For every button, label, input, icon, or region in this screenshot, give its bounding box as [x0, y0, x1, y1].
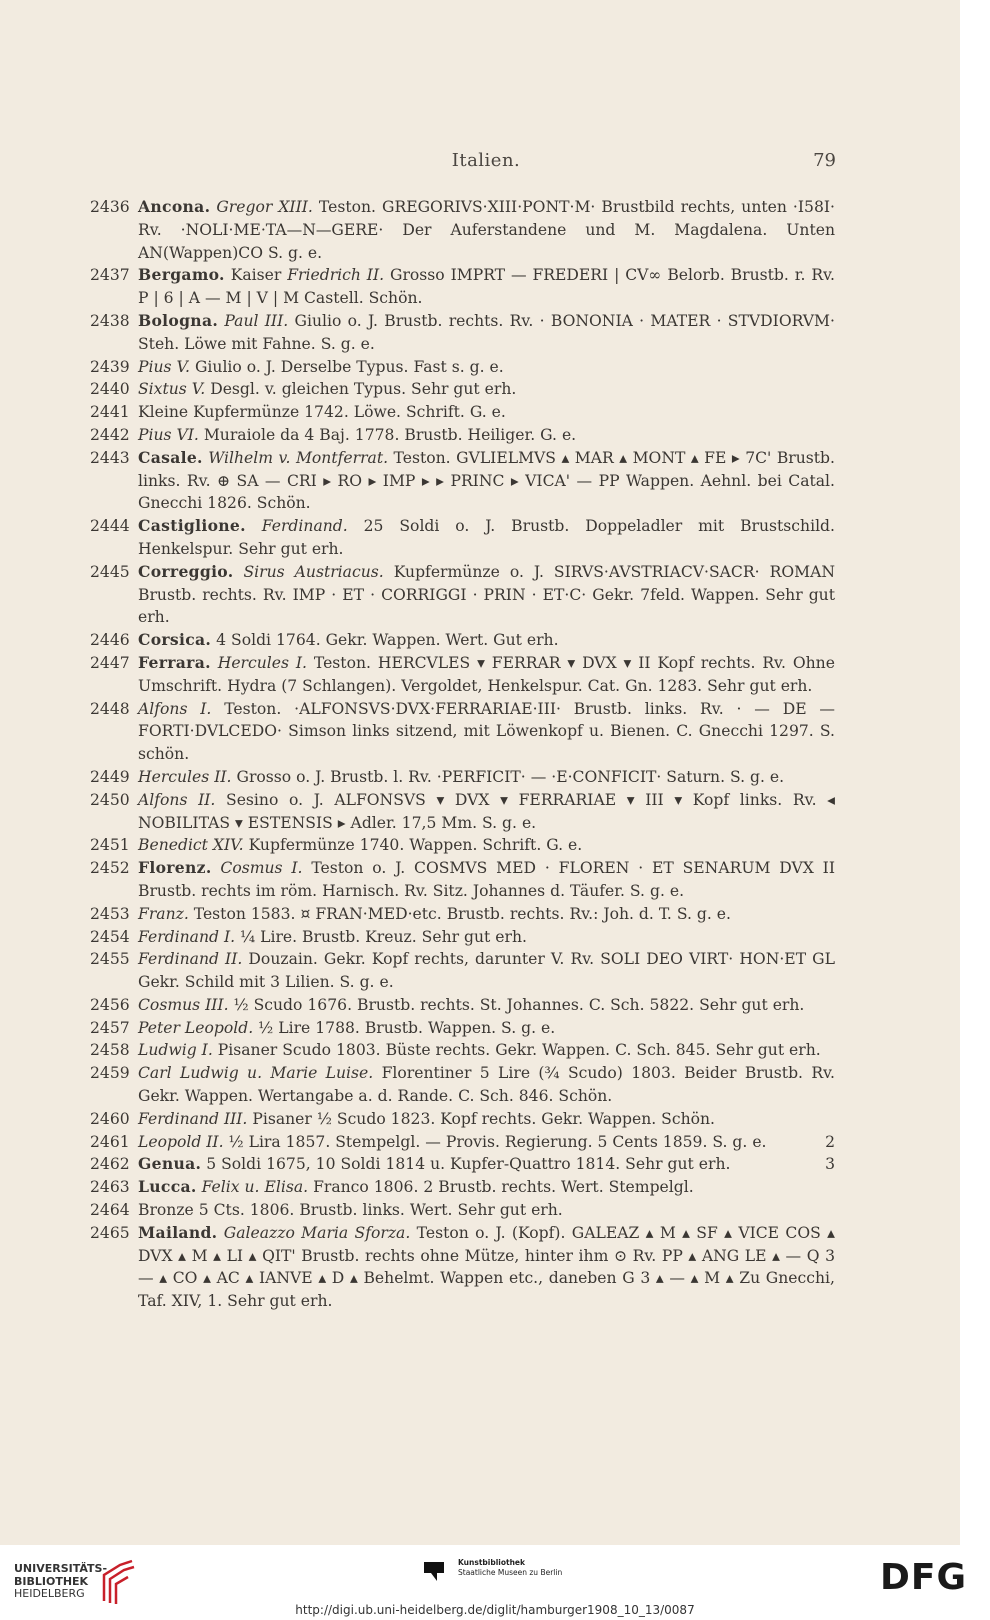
university-line: HEIDELBERG [14, 1587, 85, 1600]
university-library-label [14, 1563, 107, 1601]
footer [0, 1545, 990, 1620]
entry-ruler: Pius VI. [138, 425, 199, 444]
entry-ruler: Ferdinand I. [138, 927, 236, 946]
catalog-entry [90, 629, 835, 652]
catalog-entry [90, 515, 835, 561]
catalog-entry [90, 447, 835, 515]
entry-number: 2446 [90, 631, 130, 650]
entry-number: 2449 [90, 767, 130, 786]
entry-text: Teston. GVLIELMVS ▴ MAR ▴ MONT ▴ FE ▸ 7C' Brustb. links. Rv. ⊕ SA — CRI ▸ RO ▸ IMP ▸ ▸ PRINC ▸ VICA' — PP Wappen. Aehnl. bei Catal. Gnecchi 1826. Schön. [138, 448, 835, 513]
entry-number: 2437 [90, 266, 130, 285]
entry-quantity: 3 [825, 1155, 835, 1174]
entry-text: ½ Lira 1857. Stempelgl. — Provis. Regierung. 5 Cents 1859. S. g. e. [228, 1132, 767, 1151]
catalog-entry [90, 196, 835, 264]
entry-text: Teston. GREGORIVS·XIII·PONT·M· Brustbild rechts, unten ·I58I· Rv. ·NOLI·ME·TA—N—GERE· Der Auferstandene und M. Magdalena. Unten AN(Wappen)CO S. g. e. [138, 198, 835, 262]
catalog-entry [90, 1199, 835, 1222]
entry-number: 2438 [90, 311, 130, 330]
museum-label [458, 1558, 562, 1578]
entry-city: Genua. [138, 1154, 202, 1174]
entry-number: 2459 [90, 1064, 130, 1083]
entry-number: 2456 [90, 995, 130, 1014]
entry-text: Kupfermünze o. J. SIRVS·AVSTRIACV·SACR· ROMAN Brustb. rechts. Rv. IMP · ET · CORRIGGI · PRIN · ET·C· Gekr. 7feld. Wappen. Sehr gut erh. [138, 562, 835, 627]
entry-ruler: Leopold II. [138, 1132, 224, 1151]
entry-number: 2461 [90, 1132, 130, 1151]
entry-ruler: Alfons II. [138, 790, 216, 809]
entry-text: Pisaner ½ Scudo 1823. Kopf rechts. Gekr. Wappen. Schön. [252, 1109, 716, 1128]
catalog-entry [90, 834, 835, 857]
entry-city: Florenz. [138, 858, 212, 878]
entry-ruler: Alfons I. [138, 699, 212, 718]
entry-number: 2439 [90, 357, 130, 376]
entry-number: 2454 [90, 927, 130, 946]
entry-ruler: Cosmus III. [138, 995, 229, 1014]
entry-number: 2465 [90, 1223, 130, 1242]
catalog-entry [90, 378, 835, 401]
entry-text: Giulio o. J. Brustb. rechts. Rv. · BONONIA · MATER · STVDIORVM· Steh. Löwe mit Fahne. S. g. e. [138, 311, 835, 353]
entry-city: Casale. [138, 447, 203, 467]
entry-ruler: Ferdinand. [261, 517, 348, 536]
catalog-entries [90, 196, 835, 1313]
entry-number: 2457 [90, 1018, 130, 1037]
entry-ruler: Franz. [138, 904, 189, 923]
catalog-entry [90, 766, 835, 789]
entry-text: Sesino o. J. ALFONSVS ▾ DVX ▾ FERRARIAE ▾ III ▾ Kopf links. Rv. ◂ NOBILITAS ▾ ESTENSIS ▸ Adler. 17,5 Mm. S. g. e. [138, 790, 835, 832]
museum-subtitle: Staatliche Museen zu Berlin [458, 1568, 563, 1577]
university-line: BIBLIOTHEK [14, 1574, 89, 1588]
museum-logo-icon [422, 1559, 446, 1583]
catalog-entry [90, 424, 835, 447]
dfg-logo: DFG [880, 1557, 968, 1598]
catalog-entry [90, 903, 835, 926]
entry-number: 2462 [90, 1155, 130, 1174]
entry-ruler: Carl Ludwig u. Marie Luise. [138, 1064, 374, 1083]
catalog-entry [90, 1039, 835, 1062]
entry-number: 2443 [90, 448, 130, 467]
catalog-entry [90, 1062, 835, 1108]
entry-number: 2450 [90, 790, 130, 809]
catalog-entry [90, 994, 835, 1017]
entry-text: 25 Soldi o. J. Brustb. Doppeladler mit Brustschild. Henkelspur. Sehr gut erh. [138, 517, 835, 558]
entry-ruler: Friedrich II. [287, 266, 385, 285]
entry-ruler: Wilhelm v. Montferrat. [208, 448, 389, 467]
source-url: http://digi.ub.uni-heidelberg.de/diglit/hamburger1908_10_13/0087 [295, 1603, 695, 1617]
catalog-entry [90, 1131, 835, 1154]
entry-text: ¼ Lire. Brustb. Kreuz. Sehr gut erh. [240, 927, 527, 946]
catalog-entry [90, 401, 835, 424]
entry-number: 2453 [90, 904, 130, 923]
catalog-entry [90, 264, 835, 310]
entry-number: 2463 [90, 1178, 130, 1197]
entry-ruler: Sixtus V. [138, 380, 206, 399]
entry-ruler: Pius V. [138, 357, 190, 376]
entry-text: Teston o. J. (Kopf). GALEAZ ▴ M ▴ SF ▴ VICE COS ▴ DVX ▴ M ▴ LI ▴ QIT' Brustb. rechts ohne Mütze, hinter ihm ⊙ Rv. PP ▴ ANG LE ▴ — Q 3 — ▴ CO ▴ AC ▴ IANVE ▴ D ▴ Behelmt. Wappen etc., daneben G 3 ▴ — ▴ M ▴ Zu Gnecchi, Taf. XIV, 1. Sehr gut erh. [138, 1223, 835, 1311]
entry-text: Kupfermünze 1740. Wappen. Schrift. G. e. [248, 836, 583, 855]
entry-number: 2444 [90, 517, 130, 536]
entry-city: Bergamo. [138, 265, 225, 285]
entry-text: Teston. HERCVLES ▾ FERRAR ▾ DVX ▾ II Kopf rechts. Rv. Ohne Umschrift. Hydra (7 Schlangen). Vergoldet, Henkelspur. Cat. Gn. 1283. Sehr gut erh. [138, 653, 835, 695]
catalog-entry [90, 789, 835, 835]
entry-number: 2448 [90, 699, 130, 718]
entry-city: Ferrara. [138, 652, 211, 672]
catalog-entry [90, 310, 835, 356]
entry-number: 2464 [90, 1201, 130, 1220]
catalog-entry [90, 1153, 835, 1176]
entry-ruler: Hercules II. [138, 767, 232, 786]
catalog-entry [90, 948, 835, 994]
running-head [136, 144, 836, 176]
entry-city: Corsica. [138, 630, 212, 650]
entry-ruler: Hercules I. [217, 653, 307, 672]
entry-text: ½ Lire 1788. Brustb. Wappen. S. g. e. [258, 1018, 556, 1037]
entry-ruler: Ferdinand II. [138, 950, 243, 969]
entry-number: 2442 [90, 425, 130, 444]
entry-number: 2436 [90, 198, 130, 216]
entry-city: Lucca. [138, 1177, 197, 1197]
entry-text: Desgl. v. gleichen Typus. Sehr gut erh. [210, 380, 517, 399]
catalog-entry [90, 926, 835, 949]
entry-text: 4 Soldi 1764. Gekr. Wappen. Wert. Gut erh. [216, 631, 559, 650]
page-margin [960, 0, 990, 1545]
catalog-entry [90, 1222, 835, 1313]
entry-text: Douzain. Gekr. Kopf rechts, darunter V. Rv. SOLI DEO VIRT· HON·ET GL Gekr. Schild mit 3 Lilien. S. g. e. [138, 950, 835, 992]
catalog-entry [90, 1108, 835, 1131]
catalog-entry [90, 561, 835, 629]
entry-number: 2441 [90, 403, 130, 422]
page-number: 79 [813, 150, 836, 171]
entry-number: 2445 [90, 562, 130, 581]
entry-text: Pisaner Scudo 1803. Büste rechts. Gekr. Wappen. C. Sch. 845. Sehr gut erh. [217, 1041, 821, 1060]
university-line: UNIVERSITÄTS- [14, 1562, 108, 1575]
entry-ruler: Ferdinand III. [138, 1109, 248, 1128]
entry-ruler: Sirus Austriacus. [243, 562, 384, 581]
entry-text: ½ Scudo 1676. Brustb. rechts. St. Johannes. C. Sch. 5822. Sehr gut erh. [233, 995, 805, 1014]
entry-text: Teston 1583. ¤ FRAN·MED·etc. Brustb. rechts. Rv.: Joh. d. T. S. g. e. [193, 904, 731, 923]
entry-text: Giulio o. J. Derselbe Typus. Fast s. g. e. [194, 357, 504, 376]
entry-text: Teston o. J. COSMVS MED · FLOREN · ET SENARUM DVX II Brustb. rechts im röm. Harnisch. Rv. Sitz. Johannes d. Täufer. S. g. e. [138, 859, 836, 900]
entry-number: 2458 [90, 1041, 130, 1060]
entry-city: Mailand. [138, 1222, 218, 1242]
entry-number: 2455 [90, 950, 130, 969]
entry-text: Kleine Kupfermünze 1742. Löwe. Schrift. G. e. [138, 403, 506, 422]
catalog-entry [90, 857, 835, 903]
entry-number: 2460 [90, 1109, 130, 1128]
entry-text: Grosso IMPRT — FREDERI | CV∞ Belorb. Brustb. r. Rv. P | 6 | A — M | V | M Castell. Schön. [138, 266, 835, 308]
entry-ruler: Paul III. [224, 311, 289, 330]
entry-ruler: Cosmus I. [220, 859, 303, 878]
entry-ruler: Galeazzo Maria Sforza. [223, 1223, 411, 1242]
entry-ruler: Peter Leopold. [138, 1018, 254, 1037]
page-title: Italien. [451, 150, 521, 171]
entry-city: Castiglione. [138, 516, 246, 536]
entry-text: 5 Soldi 1675, 10 Soldi 1814 u. Kupfer-Quattro 1814. Sehr gut erh. [206, 1155, 731, 1174]
entry-prefix: Kaiser [230, 266, 282, 285]
entry-city: Correggio. [138, 561, 234, 581]
entry-ruler: Felix u. Elisa. [201, 1178, 309, 1197]
catalog-entry [90, 1176, 835, 1199]
entry-number: 2451 [90, 836, 130, 855]
entry-text: Franco 1806. 2 Brustb. rechts. Wert. Stempelgl. [313, 1178, 694, 1197]
entry-ruler: Ludwig I. [138, 1041, 213, 1060]
entry-city: Ancona. [138, 197, 211, 216]
entry-ruler: Benedict XIV. [138, 836, 244, 855]
entry-text: Bronze 5 Cts. 1806. Brustb. links. Wert. Sehr gut erh. [138, 1201, 563, 1220]
catalog-entry [90, 652, 835, 698]
catalog-entry [90, 698, 835, 766]
catalog-entry [90, 356, 835, 379]
entry-text: Florentiner 5 Lire (¾ Scudo) 1803. Beider Brustb. Rv. Gekr. Wappen. Wertangabe a. d. Rande. C. Sch. 846. Schön. [138, 1064, 835, 1106]
catalog-entry [90, 1017, 835, 1040]
entry-text: Teston. ·ALFONSVS·DVX·FERRARIAE·III· Brustb. links. Rv. · — DE — FORTI·DVLCEDO· Simson links sitzend, mit Löwenkopf u. Bienen. C. Gnecchi 1297. S. schön. [138, 699, 836, 764]
entry-quantity: 2 [825, 1132, 835, 1151]
museum-title: Kunstbibliothek [458, 1558, 526, 1567]
entry-ruler: Gregor XIII. [216, 198, 313, 216]
entry-text: Grosso o. J. Brustb. l. Rv. ·PERFICIT· — ·E·CONFICIT· Saturn. S. g. e. [236, 767, 785, 786]
entry-number: 2452 [90, 859, 130, 878]
entry-number: 2447 [90, 653, 130, 672]
entry-city: Bologna. [138, 310, 219, 330]
university-logo-icon [98, 1557, 138, 1607]
entry-text: Muraiole da 4 Baj. 1778. Brustb. Heiliger. G. e. [203, 425, 577, 444]
entry-number: 2440 [90, 380, 130, 399]
